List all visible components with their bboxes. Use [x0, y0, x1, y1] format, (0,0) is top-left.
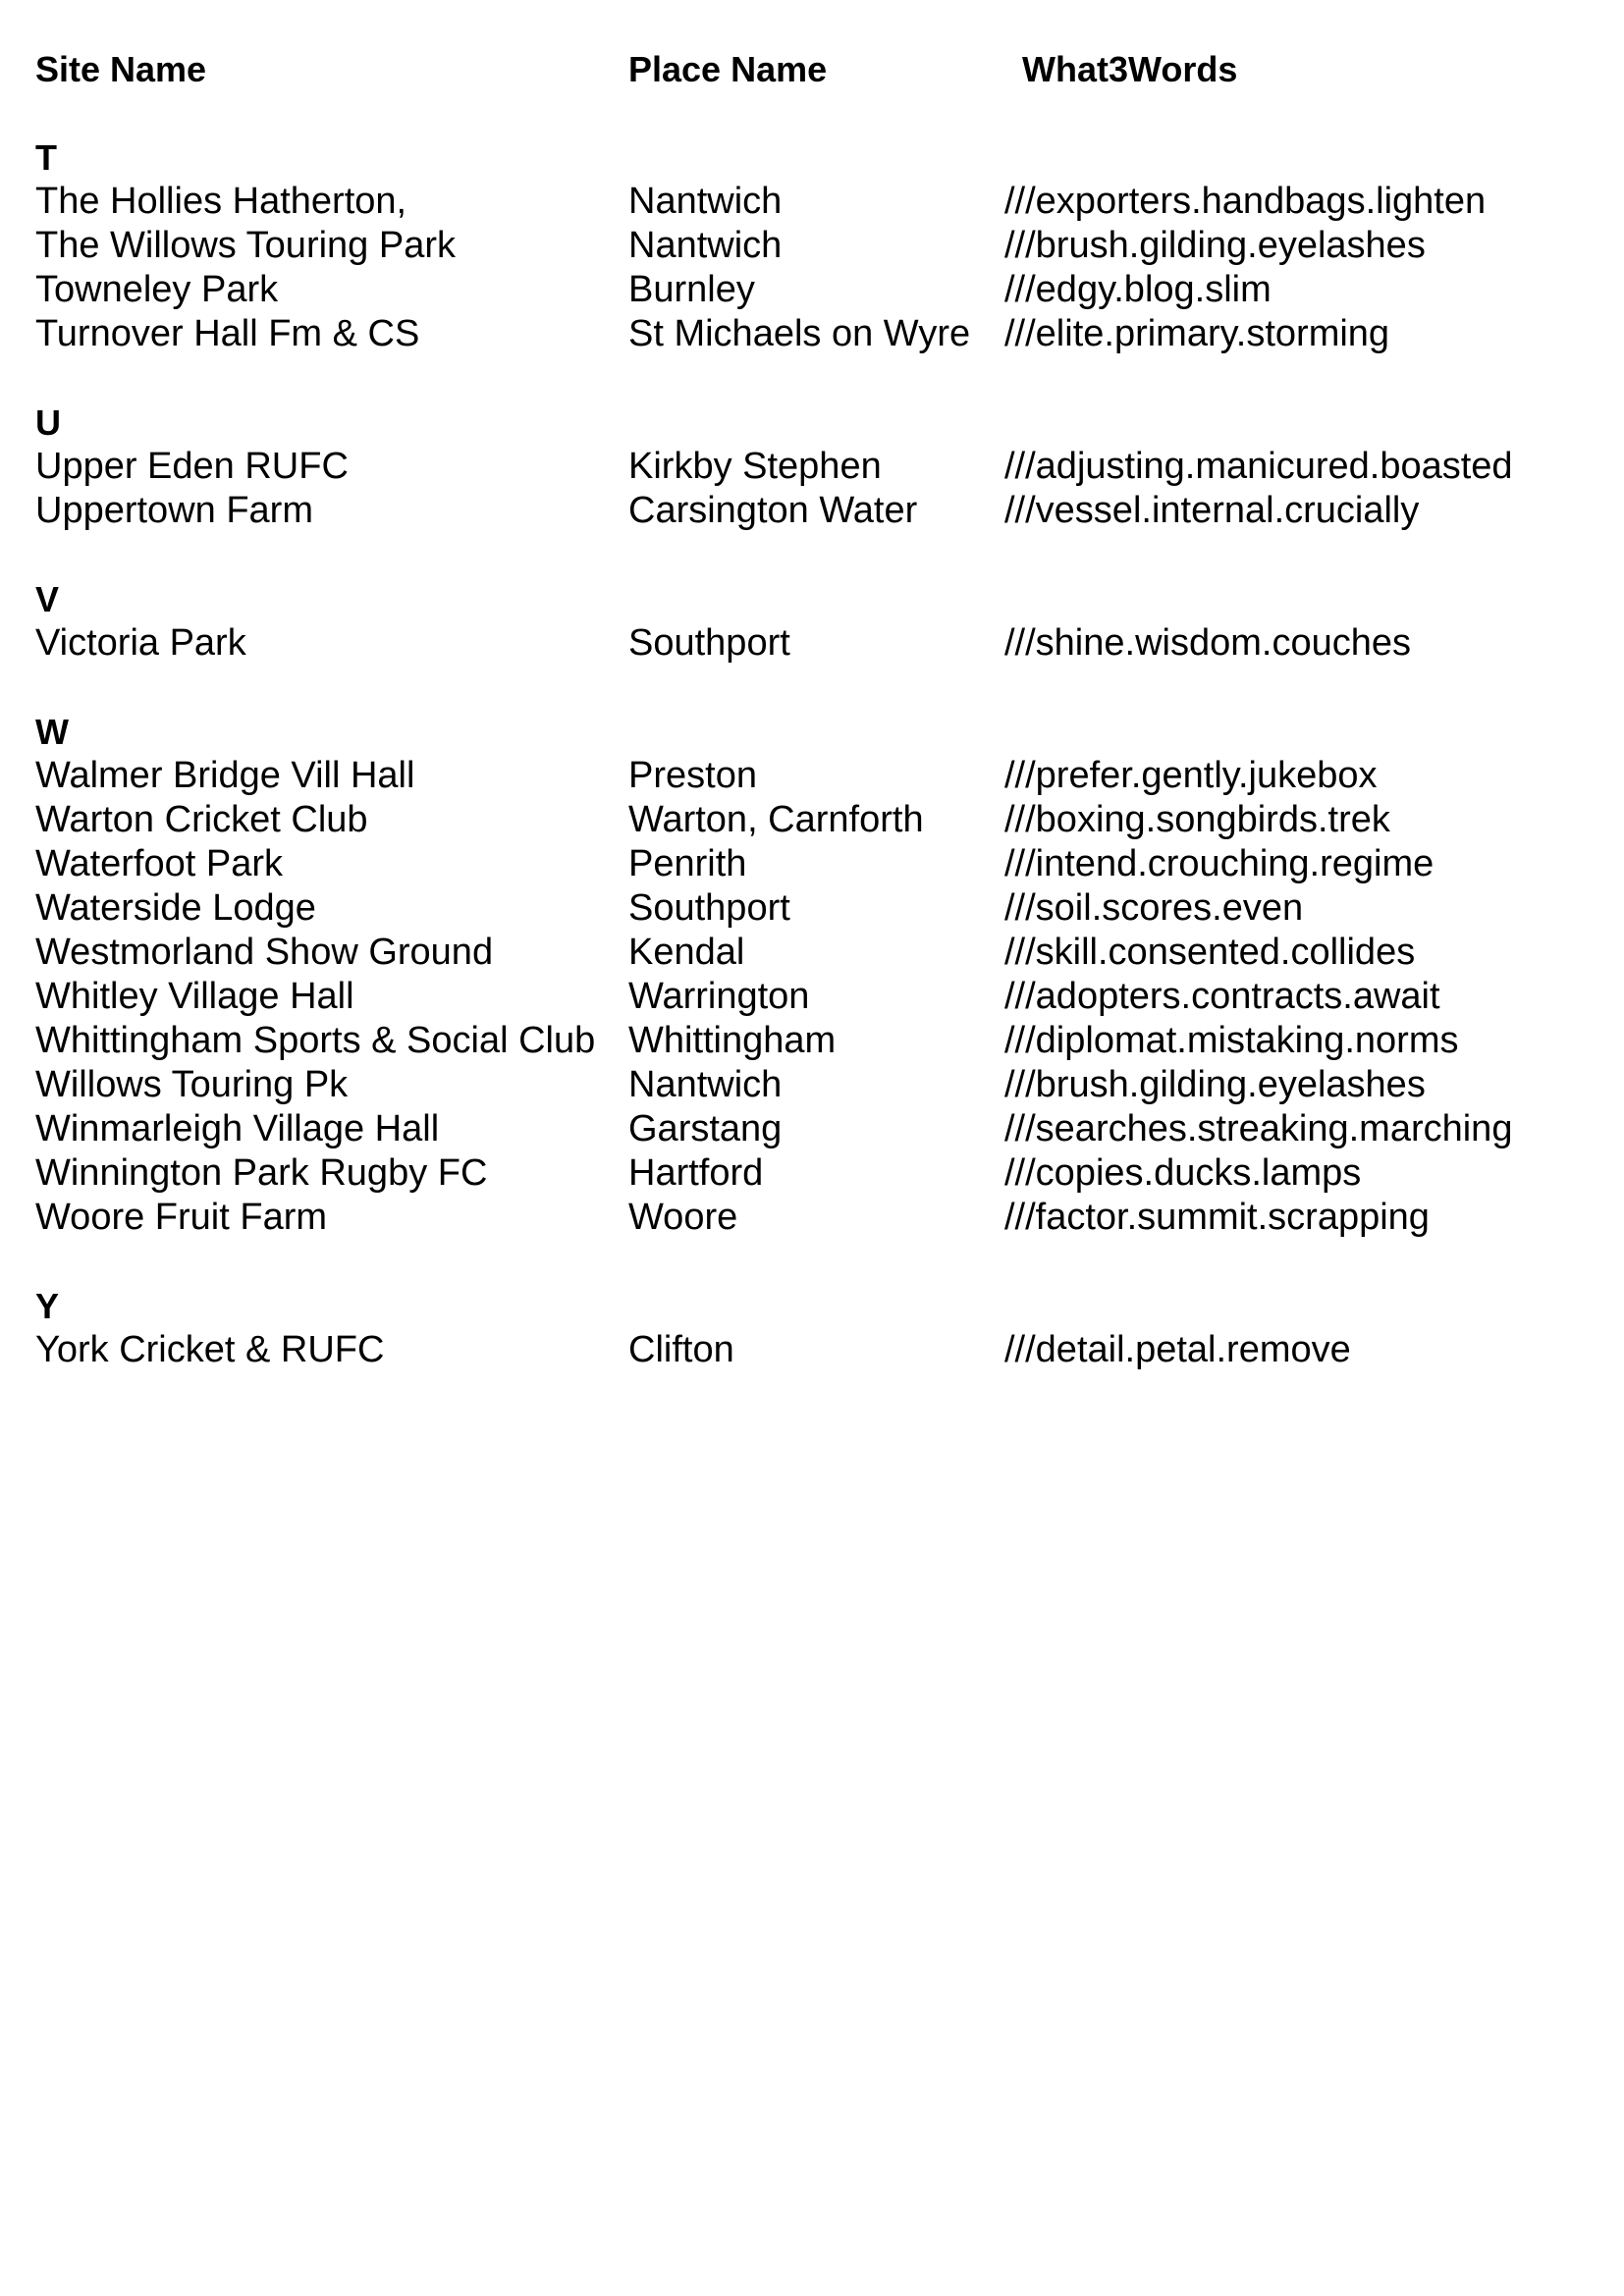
- site-name-header: Site Name: [35, 49, 207, 89]
- place-name-cell: Kendal: [628, 932, 745, 973]
- site-row: [35, 1107, 1597, 1151]
- place-name-cell: Southport: [628, 887, 790, 929]
- site-name-cell: The Hollies Hatherton,: [35, 181, 407, 222]
- section-y: [35, 1284, 1597, 1372]
- site-name-cell: York Cricket & RUFC: [35, 1329, 385, 1370]
- place-name-header: Place Name: [628, 49, 828, 89]
- place-name-cell: Warrington: [628, 976, 810, 1017]
- site-row: [35, 1328, 1597, 1372]
- place-name-cell: Warton, Carnforth: [628, 799, 924, 840]
- site-row: [35, 180, 1597, 224]
- site-name-cell: Turnover Hall Fm & CS: [35, 313, 420, 354]
- column-header-row: [35, 47, 1597, 91]
- site-row: [35, 445, 1597, 489]
- site-row: [35, 798, 1597, 842]
- site-name-cell: Willows Touring Pk: [35, 1064, 349, 1105]
- place-name-cell: Nantwich: [628, 225, 783, 266]
- place-name-cell: Whittingham: [628, 1020, 837, 1061]
- place-name-cell: Nantwich: [628, 181, 783, 222]
- site-row: [35, 489, 1597, 533]
- site-name-cell: Walmer Bridge Vill Hall: [35, 755, 415, 796]
- what3words-cell: ///prefer.gently.jukebox: [1004, 755, 1378, 796]
- site-name-cell: Waterfoot Park: [35, 843, 284, 884]
- section-letter-heading: Y: [35, 1286, 60, 1326]
- section-t: [35, 135, 1597, 356]
- place-name-cell: Carsington Water: [628, 490, 918, 531]
- site-list-page: [35, 47, 1597, 1416]
- what3words-cell: ///adopters.contracts.await: [1004, 976, 1440, 1017]
- section-letter-heading: W: [35, 712, 69, 752]
- site-name-cell: Warton Cricket Club: [35, 799, 368, 840]
- what3words-cell: ///elite.primary.storming: [1004, 313, 1390, 354]
- site-row: [35, 1063, 1597, 1107]
- what3words-cell: ///brush.gilding.eyelashes: [1004, 225, 1426, 266]
- site-name-cell: Upper Eden RUFC: [35, 446, 349, 487]
- section-u: [35, 400, 1597, 533]
- what3words-cell: ///factor.summit.scrapping: [1004, 1197, 1430, 1238]
- place-name-cell: Garstang: [628, 1108, 783, 1149]
- what3words-cell: ///searches.streaking.marching: [1004, 1108, 1513, 1149]
- what3words-cell: ///detail.petal.remove: [1004, 1329, 1351, 1370]
- site-row: [35, 886, 1597, 931]
- site-name-cell: Whitley Village Hall: [35, 976, 354, 1017]
- site-name-cell: Uppertown Farm: [35, 490, 313, 531]
- what3words-cell: ///brush.gilding.eyelashes: [1004, 1064, 1426, 1105]
- site-name-cell: Westmorland Show Ground: [35, 932, 494, 973]
- site-row: [35, 754, 1597, 798]
- site-row: [35, 268, 1597, 312]
- what3words-cell: ///soil.scores.even: [1004, 887, 1304, 929]
- site-row: [35, 224, 1597, 268]
- site-row: [35, 312, 1597, 356]
- site-name-cell: Woore Fruit Farm: [35, 1197, 328, 1238]
- place-name-cell: Southport: [628, 622, 790, 664]
- place-name-cell: Burnley: [628, 269, 755, 310]
- place-name-cell: Hartford: [628, 1152, 764, 1194]
- section-letter-heading: U: [35, 402, 61, 443]
- place-name-cell: St Michaels on Wyre: [628, 313, 971, 354]
- site-row: [35, 975, 1597, 1019]
- place-name-cell: Kirkby Stephen: [628, 446, 882, 487]
- site-name-cell: Towneley Park: [35, 269, 279, 310]
- what3words-cell: ///diplomat.mistaking.norms: [1004, 1020, 1459, 1061]
- site-row: [35, 621, 1597, 666]
- what3words-cell: ///boxing.songbirds.trek: [1004, 799, 1390, 840]
- what3words-cell: ///edgy.blog.slim: [1004, 269, 1272, 310]
- section-v: [35, 577, 1597, 666]
- site-name-cell: Winmarleigh Village Hall: [35, 1108, 440, 1149]
- site-row: [35, 931, 1597, 975]
- place-name-cell: Preston: [628, 755, 757, 796]
- section-letter-heading: V: [35, 579, 60, 619]
- what3words-cell: ///exporters.handbags.lighten: [1004, 181, 1487, 222]
- site-sections: [35, 135, 1597, 1372]
- what3words-header: What3Words: [1022, 49, 1238, 89]
- site-name-cell: Winnington Park Rugby FC: [35, 1152, 488, 1194]
- section-letter-heading: T: [35, 137, 57, 178]
- site-name-cell: Victoria Park: [35, 622, 246, 664]
- what3words-cell: ///skill.consented.collides: [1004, 932, 1416, 973]
- section-w: [35, 710, 1597, 1240]
- site-row: [35, 1019, 1597, 1063]
- site-name-cell: The Willows Touring Park: [35, 225, 457, 266]
- site-row: [35, 1196, 1597, 1240]
- site-name-cell: Waterside Lodge: [35, 887, 316, 929]
- what3words-cell: ///vessel.internal.crucially: [1004, 490, 1420, 531]
- place-name-cell: Penrith: [628, 843, 747, 884]
- place-name-cell: Clifton: [628, 1329, 734, 1370]
- place-name-cell: Woore: [628, 1197, 738, 1238]
- site-row: [35, 1151, 1597, 1196]
- site-name-cell: Whittingham Sports & Social Club: [35, 1020, 596, 1061]
- site-row: [35, 842, 1597, 886]
- what3words-cell: ///intend.crouching.regime: [1004, 843, 1435, 884]
- what3words-cell: ///adjusting.manicured.boasted: [1004, 446, 1513, 487]
- what3words-cell: ///copies.ducks.lamps: [1004, 1152, 1362, 1194]
- place-name-cell: Nantwich: [628, 1064, 783, 1105]
- what3words-cell: ///shine.wisdom.couches: [1004, 622, 1411, 664]
